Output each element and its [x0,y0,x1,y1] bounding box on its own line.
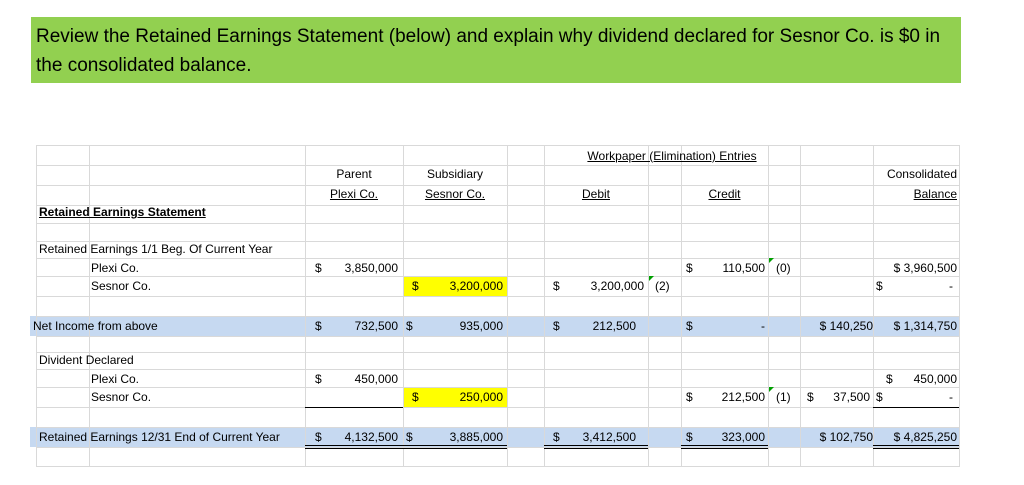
re-end-debit-value: 3,412,500 [582,430,636,444]
re-end-parent-symbol: $ [315,430,322,444]
re-end-debit-symbol: $ [553,430,560,444]
plexi-re-parent-value: 3,850,000 [344,261,398,275]
plexi-re-parent-symbol: $ [315,261,322,275]
net-income-sub-symbol: $ [406,319,413,333]
net-income-parent-value: 732,500 [354,319,398,333]
re-end-parent-value: 4,132,500 [344,430,398,444]
re-beg-label: Retained Earnings 1/1 Beg. Of Current Year [39,242,273,256]
sesnor-re-consolidated-dash: - [949,279,953,293]
double-underline [544,445,648,449]
plexi-div-consolidated-value: 450,000 [913,372,957,386]
comment-marker [649,276,654,281]
sesnor-div-consolidated-dash: - [949,390,953,404]
re-end-nci: $ 102,750 [819,430,873,444]
sesnor-re-sub-value: 3,200,000 [449,279,503,293]
comment-marker [769,258,774,263]
sesnor-div-credit-symbol: $ [686,390,693,404]
plexi-re-credit-value: 110,500 [722,261,765,275]
sesnor-re-debit-symbol: $ [553,279,560,293]
re-end-credit-symbol: $ [686,430,693,444]
sesnor-re-sub-symbol: $ [412,279,419,293]
double-underline [305,445,403,449]
consolidated-header: Consolidated [886,167,957,181]
dividend-header-label: Divident Declared [39,353,134,367]
plexi-div-parent-value: 450,000 [354,372,398,386]
spreadsheet [33,145,960,467]
sesnor-div-sub-value: 250,000 [459,390,503,404]
comment-marker [769,387,774,392]
sesnor-div-label: Sesnor Co. [91,390,152,404]
net-income-label: Net Income from above [33,319,158,333]
subsidiary-header: Subsidiary [426,167,484,181]
sesnor-div-credit-value: 212,500 [721,390,765,404]
plexi-div-consolidated-symbol: $ [886,372,893,386]
parent-name-header: Plexi Co. [329,187,379,201]
sesnor-div-credit-ref: (1) [776,390,791,404]
plexi-re-consolidated: $ 3,960,500 [893,261,957,275]
total-rule [305,407,403,408]
workpaper-header: Workpaper (Elimination) Entries [587,149,757,163]
net-income-credit-value: - [761,319,765,333]
net-income-consolidated: $ 1,314,750 [893,319,957,333]
sesnor-div-nci-value: 37,500 [833,390,870,404]
re-end-credit-value: 323,000 [721,430,765,444]
plexi-div-label: Plexi Co. [91,372,140,386]
sesnor-div-consolidated-symbol: $ [876,390,883,404]
double-underline [681,445,768,449]
plexi-re-credit-ref: (0) [776,261,791,275]
section-title: Retained Earnings Statement [39,205,206,219]
net-income-parent-symbol: $ [315,319,322,333]
parent-header: Parent [336,167,372,181]
sesnor-re-label: Sesnor Co. [91,279,152,293]
subsidiary-name-header: Sesnor Co. [424,187,486,201]
re-end-sub-symbol: $ [406,430,413,444]
sesnor-re-consolidated-symbol: $ [876,279,883,293]
sesnor-div-nci-symbol: $ [807,390,814,404]
re-end-consolidated: $ 4,825,250 [893,430,957,444]
sesnor-re-debit-ref: (2) [655,279,670,293]
question-banner [31,17,961,83]
plexi-re-label: Plexi Co. [91,261,140,275]
sesnor-div-sub-symbol: $ [412,390,419,404]
question-text: Review the Retained Earnings Statement (below) and explain why dividend declared for Sesnor Co. is $0 in the consolidated balance. [36,26,941,76]
double-underline [873,445,959,449]
double-underline [403,445,507,449]
total-rule [873,407,959,408]
debit-header: Debit [581,187,610,201]
net-income-nci: $ 140,250 [819,319,873,333]
re-end-label: Retained Earnings 12/31 End of Current Year [39,430,280,444]
sesnor-re-debit-value: 3,200,000 [590,279,644,293]
plexi-re-credit-symbol: $ [686,261,693,275]
net-income-debit-value: 212,500 [592,319,636,333]
balance-header: Balance [913,187,957,201]
net-income-credit-symbol: $ [686,319,693,333]
net-income-sub-value: 935,000 [459,319,503,333]
plexi-div-parent-symbol: $ [315,372,322,386]
credit-header: Credit [708,187,741,201]
net-income-debit-symbol: $ [553,319,560,333]
re-end-sub-value: 3,885,000 [449,430,503,444]
